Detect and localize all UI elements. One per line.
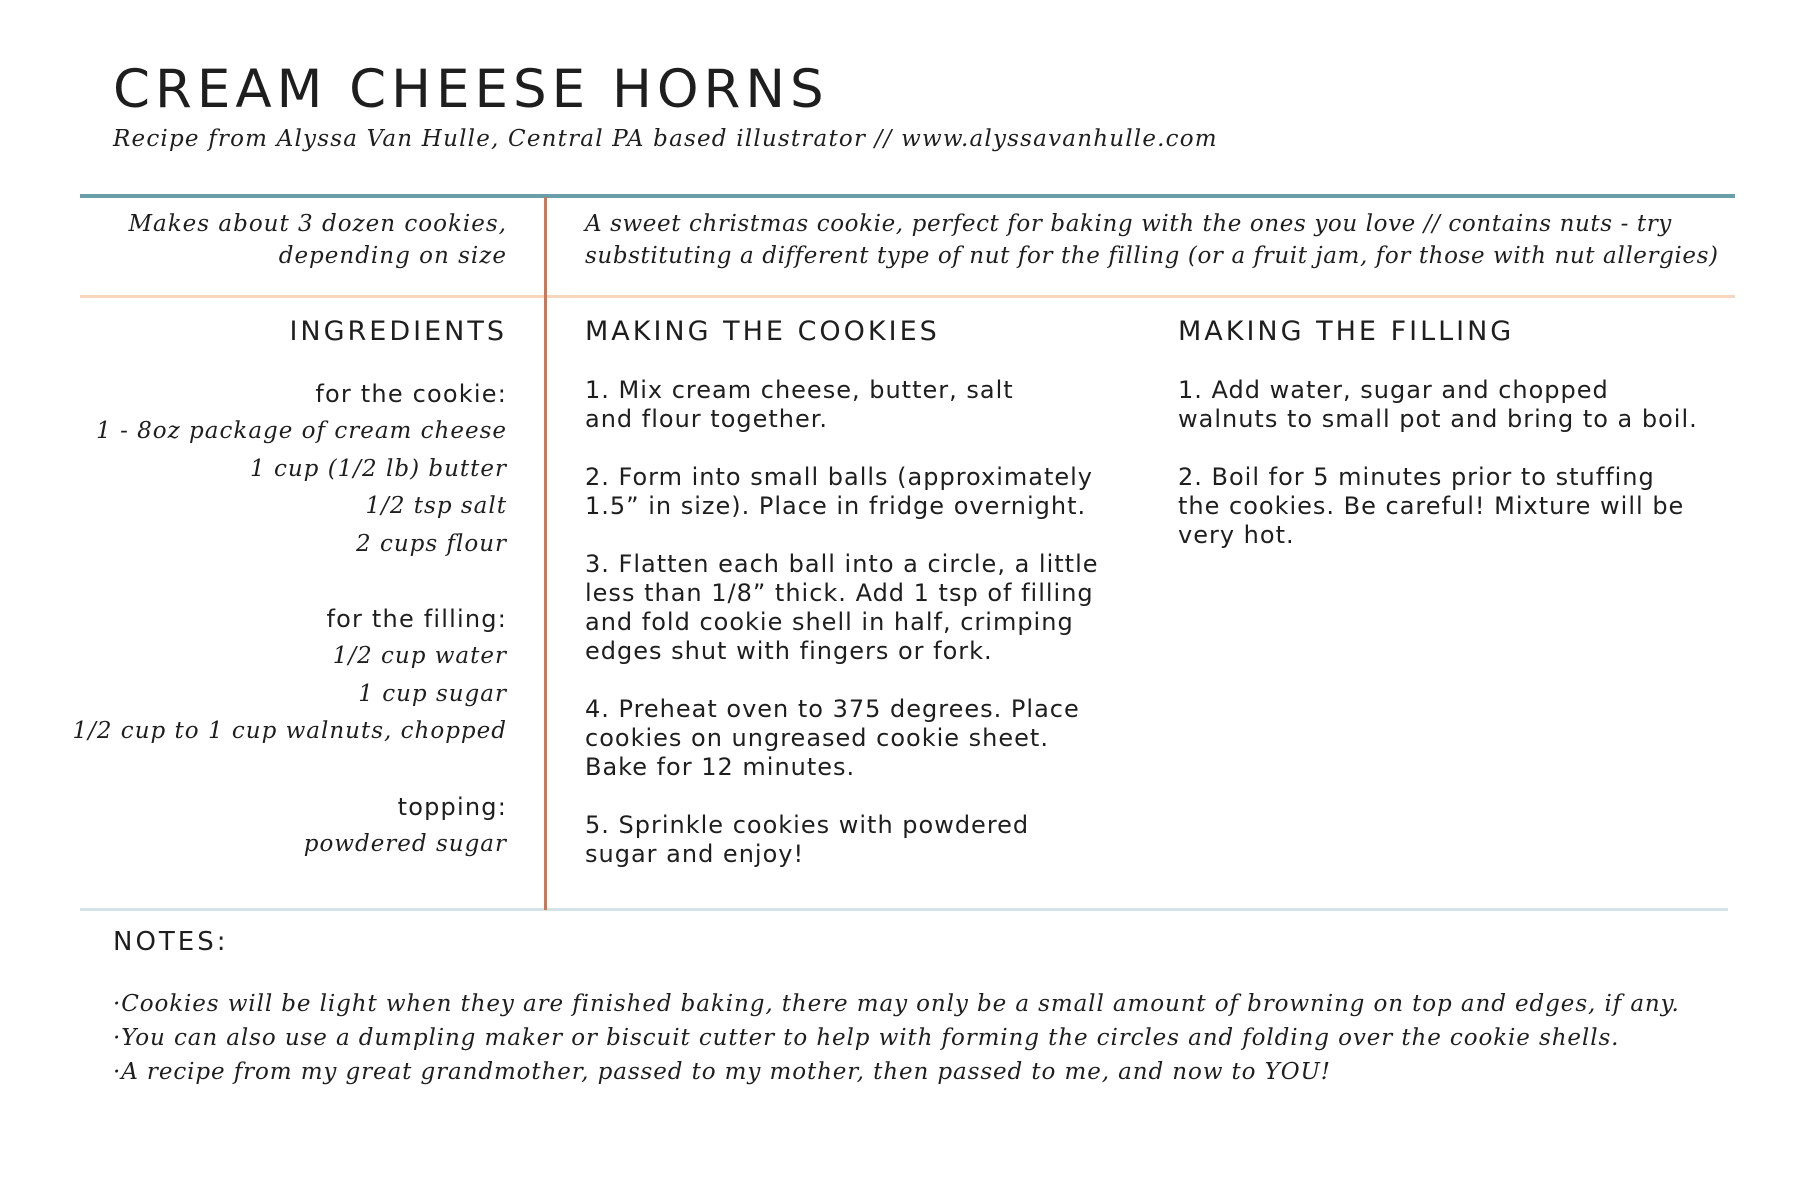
- ingredient-group-label: topping:: [397, 792, 507, 821]
- step-line: the cookies. Be careful! Mixture will be: [1178, 492, 1685, 520]
- step-line: 4. Preheat oven to 375 degrees. Place: [585, 695, 1080, 723]
- cookie-step: [585, 376, 1145, 434]
- step-line: 2. Boil for 5 minutes prior to stuffing: [1178, 463, 1655, 491]
- notes-list: [113, 987, 1680, 1089]
- ingredient-item: 1/2 cup to 1 cup walnuts, chopped: [72, 718, 507, 744]
- step-line: less than 1/8” thick. Add 1 tsp of filling: [585, 579, 1094, 607]
- ingredient-item: 1 cup (1/2 lb) butter: [250, 455, 507, 482]
- description-line: substituting a different type of nut for the filling (or a fruit jam, for those with nut allergies): [585, 243, 1719, 269]
- description-line: A sweet christmas cookie, perfect for baking with the ones you love // contains nuts - try: [585, 211, 1672, 237]
- top-divider: [80, 194, 1735, 198]
- ingredient-item: 1 cup sugar: [358, 680, 507, 707]
- step-line: cookies on ungreased cookie sheet.: [585, 724, 1049, 752]
- ingredient-item: 1 - 8oz package of cream cheese: [96, 418, 507, 444]
- making-filling-heading: MAKING THE FILLING: [1178, 316, 1515, 347]
- cookie-step: [585, 550, 1145, 666]
- notes-heading: NOTES:: [113, 927, 229, 957]
- note-item: ·Cookies will be light when they are finished baking, there may only be a small amount of browning on top and edges, if any.: [113, 991, 1680, 1017]
- cookie-step: [585, 695, 1145, 782]
- step-line: edges shut with fingers or fork.: [585, 637, 993, 665]
- yield-line: depending on size: [278, 243, 507, 269]
- page-title: CREAM CHEESE HORNS: [113, 59, 829, 120]
- recipe-description: [585, 208, 1719, 272]
- step-line: 2. Form into small balls (approximately: [585, 463, 1094, 491]
- step-line: 1. Mix cream cheese, butter, salt: [585, 376, 1014, 404]
- note-item: ·A recipe from my great grandmother, passed to my mother, then passed to me, and now to YOU!: [113, 1059, 1331, 1085]
- ingredients-heading: INGREDIENTS: [289, 316, 507, 347]
- ingredient-group-label: for the filling:: [326, 605, 507, 633]
- middle-divider: [80, 295, 1735, 298]
- step-line: 5. Sprinkle cookies with powdered: [585, 811, 1030, 839]
- making-cookies-heading: MAKING THE COOKIES: [585, 316, 940, 347]
- ingredient-item: 2 cups flour: [356, 530, 507, 557]
- bottom-divider: [80, 908, 1728, 911]
- note-item: ·You can also use a dumpling maker or biscuit cutter to help with forming the circles and folding over the cookie shells.: [113, 1025, 1620, 1051]
- ingredient-group-cookie: [72, 375, 507, 563]
- ingredient-item: 1/2 cup water: [332, 643, 507, 669]
- yield-note: [128, 208, 507, 272]
- ingredients-list: [72, 375, 507, 900]
- ingredient-group-filling: [72, 600, 507, 751]
- ingredient-group-topping: [72, 788, 507, 864]
- ingredient-item: 1/2 tsp salt: [365, 493, 507, 519]
- yield-line: Makes about 3 dozen cookies,: [128, 211, 507, 237]
- step-line: walnuts to small pot and bring to a boil.: [1178, 405, 1698, 433]
- cookie-step: [585, 811, 1145, 869]
- step-line: 3. Flatten each ball into a circle, a little: [585, 550, 1099, 578]
- step-line: and flour together.: [585, 405, 829, 433]
- filling-step: [1178, 376, 1738, 434]
- ingredient-group-label: for the cookie:: [315, 380, 507, 408]
- column-divider: [544, 197, 547, 910]
- recipe-credit: Recipe from Alyssa Van Hulle, Central PA based illustrator // www.alyssavanhulle.com: [113, 126, 1218, 152]
- filling-steps-list: [1178, 376, 1738, 579]
- ingredient-item: powdered sugar: [303, 830, 507, 857]
- step-line: and fold cookie shell in half, crimping: [585, 608, 1074, 636]
- step-line: 1. Add water, sugar and chopped: [1178, 376, 1609, 404]
- cookie-step: [585, 463, 1145, 521]
- step-line: Bake for 12 minutes.: [585, 753, 856, 781]
- cookie-steps-list: [585, 376, 1145, 898]
- filling-step: [1178, 463, 1738, 550]
- step-line: sugar and enjoy!: [585, 840, 805, 868]
- step-line: very hot.: [1178, 521, 1295, 549]
- step-line: 1.5” in size). Place in fridge overnight.: [585, 492, 1087, 520]
